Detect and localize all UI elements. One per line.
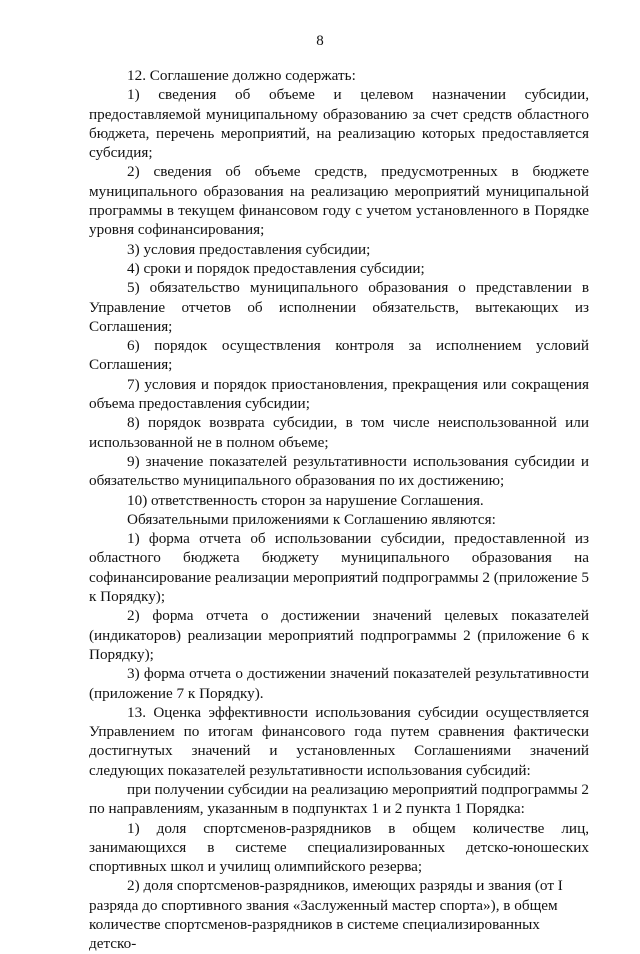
paragraph: 13. Оценка эффективности использования субсидии осуществляется Управлением по итогам финансового года путем сравнения фактически достигнутых значений и установленных Соглашениями значений следующих показателей результативности использования субсидий: — [89, 703, 589, 779]
paragraph: 10) ответственность сторон за нарушение Соглашения. — [127, 491, 484, 509]
paragraph: 1) доля спортсменов-разрядников в общем количестве лиц, занимающихся в системе специализированных детско-юношеских спортивных школ и училищ олимпийского резерва; — [89, 819, 589, 876]
paragraph: 2) сведения об объеме средств, предусмотренных в бюджете муниципального образования на реализацию мероприятий муниципальной программы в текущем финансовом году с учетом установленного в Порядке уровня софинансирования; — [89, 163, 589, 239]
paragraph: 1) сведения об объеме и целевом назначении субсидии, предоставляемой муниципальному образованию за счет средств областного бюджета, перечень мероприятий, на реализацию которых предоставляется субсидия; — [89, 86, 589, 162]
paragraph: 9) значение показателей результативности использования субсидии и обязательство муниципального образования по их достижению; — [89, 452, 589, 490]
paragraph: 2) доля спортсменов-разрядников, имеющих разряды и звания (от I разряда до спортивного звания «Заслуженный мастер спорта»), в общем количестве спортсменов-разрядников в системе специализированных детско- — [89, 877, 563, 953]
paragraph: Обязательными приложениями к Соглашению являются: — [127, 510, 496, 528]
paragraph: 3) форма отчета о достижении значений показателей результативности (приложение 7 к Порядку). — [89, 665, 589, 702]
paragraph: 7) условия и порядок приостановления, прекращения или сокращения объема предоставления субсидии; — [89, 375, 589, 413]
paragraph: 8) порядок возврата субсидии, в том числе неиспользованной или использованной не в полном объеме; — [89, 414, 589, 451]
paragraph: 12. Соглашение должно содержать: — [127, 67, 356, 84]
document-body — [89, 66, 589, 954]
page-number: 8 — [316, 33, 324, 49]
paragraph: 3) условия предоставления субсидии; — [127, 240, 371, 258]
paragraph: 1) форма отчета об использовании субсидии, предоставленной из областного бюджета бюджету муниципального образования на софинансирование реализации мероприятий подпрограммы 2 (приложение 5 к Порядку); — [89, 530, 589, 606]
paragraph: 6) порядок осуществления контроля за исполнением условий Соглашения; — [89, 337, 589, 374]
paragraph: 2) форма отчета о достижении значений целевых показателей (индикаторов) реализации мероприятий подпрограммы 2 (приложение 6 к Порядку); — [89, 607, 589, 663]
paragraph: 4) сроки и порядок предоставления субсидии; — [127, 259, 425, 277]
paragraph: при получении субсидии на реализацию мероприятий подпрограммы 2 по направлениям, указанным в подпунктах 1 и 2 пункта 1 Порядка: — [89, 780, 589, 818]
paragraph: 5) обязательство муниципального образования о представлении в Управление отчетов об исполнении обязательств, вытекающих из Соглашения; — [89, 279, 589, 335]
